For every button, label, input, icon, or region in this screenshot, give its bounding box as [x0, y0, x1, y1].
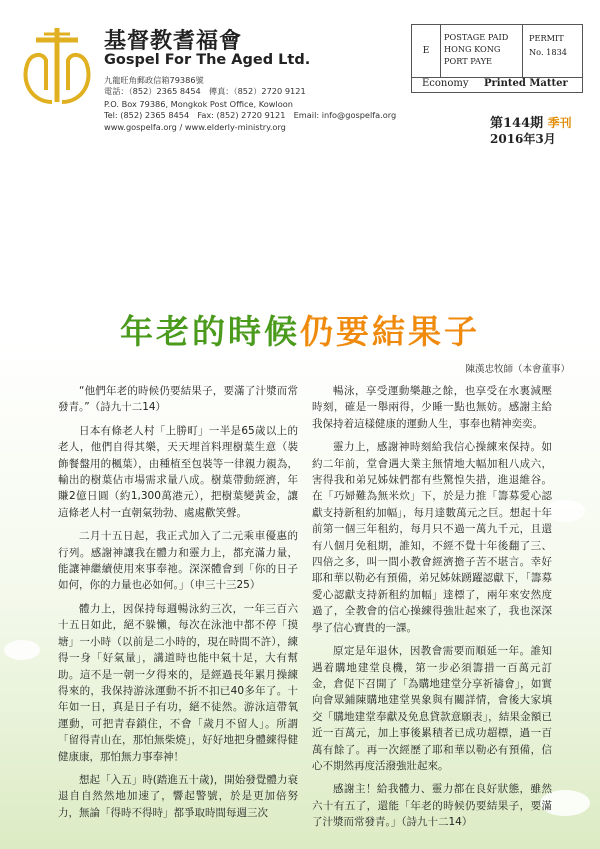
org-name-en: Gospel For The Aged Ltd.	[104, 52, 311, 68]
article-paragraph: “他們年老的時候仍要結果子，要滿了汁漿而常發青。”（詩九十二14）	[58, 385, 298, 414]
issue-date: 2016年3月	[490, 132, 556, 146]
article-paragraph: 想起「入五」時(踏進五十歲)，開始發覺體力衰退自自然然地加速了，響起警號，於是更加倍努力，無論「得時不得時」都爭取時間每週三次	[58, 773, 298, 819]
article-column-left	[58, 383, 298, 828]
article-paragraph: 原定是年退休，因教會需要而順延一年。誰知遇着購地建堂良機，第一步必須籌措一百萬元訂金，倉促下召開了「為購地建堂分享祈禱會」，如實向會眾鋪陳購地建堂異象與有關詳情，會後大家填交「購地建堂奉獻及免息貸款意願表」，結果金額已近一百萬元，加上事後累積者已成功超標，過一百萬有餘了。再一次經歷了耶和華以勒必有預備，信心不期然再度活潑強壯起來。	[312, 645, 552, 772]
article-column-right	[312, 383, 552, 838]
address-line: P.O. Box 79386, Mongkok Post Office, Kowloon	[104, 99, 293, 109]
article-paragraph: 靈力上，感謝神時刻給我信心操練來保持。如約二年前，堂會遇大業主無情地大幅加租八成六，害得我和弟兄姊妹們都有些驚惶失措，進退維谷。在「巧婦難為無米炊」下，於是力推「籌募愛心認獻支持新租約加幅」，每月達數萬元之巨。想起十年前第一個三年租約，每月只不過一萬九千元，且還有八個月免租期，誰知，不經不覺十年後翻了三、四倍之多，叫一間小教會經濟擔子苦不堪言。幸好耶和華以勒必有預備，弟兄姊妹踴躍認獻下，「籌募愛心認獻支持新租約加幅」達標了，兩年來安然度過了，全教會的信心操練得強壯起來了，我也深深學了信心寶貴的一課。	[312, 441, 552, 634]
permit-number: No. 1834	[529, 47, 567, 57]
address-line: 電話：（852）2365 8454 傳真：（852）2720 9121	[104, 86, 306, 96]
org-name-zh: 基督教耆福會	[104, 29, 243, 54]
article-title-green: 年老的時候	[120, 312, 300, 351]
address-line: www.gospelfa.org / www.elderly-ministry.org	[104, 122, 286, 132]
article-title-orange: 仍要結果子	[300, 312, 480, 351]
address-line: 九龍旺角郵政信箱79386號	[104, 75, 204, 85]
article-title	[0, 306, 600, 353]
article-paragraph: 體力上，因保持每週暢泳約三次，一年三百六十五日如此，絕不躲懶，每次在泳池中都不停「摸塘」一小時（以前是二小時的，現在時間不許），練得一身「好氣量」，講道時也能中氣十足，大有幫助。這不是一朝一夕得來的，是經過長年累月操練得來的，我保持游泳運動不折不扣已40多年了。十年如一日，真是日子有功，絕不徒然。游泳這帶氧運動，可把青春鎖住，不會「歲月不留人」。所謂「留得青山在，那怕無柴燒」，好好地把身體練得健健康康，那怕無力事奉神！	[58, 602, 298, 763]
postage-class-cell: E	[412, 25, 441, 77]
printed-matter-label: Printed Matter	[484, 78, 568, 89]
article-paragraph: 日本有條老人村「上勝町」一半是65歲以上的老人，他們自得其樂，天天埋首料理樹葉生意（裝飾餐盤用的楓葉），由種植至包裝等一律親力親為，輸出的樹葉佔市場需求量八成。樹葉帶動經濟，年賺2億日圓（約1,300萬港元），把樹葉變黃金，讓這條老人村一直朝氣勃勃、處處歡笑聲。	[58, 424, 298, 519]
article-paragraph: 感謝主！給我體力、靈力都在良好狀態，雖然六十有五了，還能「年老的時候仍要結果子，要滿了汁漿而常發青。」（詩九十二14）	[312, 783, 552, 829]
postage-paid-text: POSTAGE PAID HONG KONG PORT PAYE	[444, 32, 509, 66]
cross-logo-icon	[18, 22, 96, 108]
economy-label: Economy	[422, 78, 469, 89]
quarterly-label: 季刊	[547, 116, 572, 130]
postage-paid-box	[411, 24, 583, 78]
permit-label: PERMIT	[529, 33, 564, 43]
newsletter-header	[0, 0, 600, 160]
address-line: Tel: (852) 2365 8454 Fax: (852) 2720 9121 Email: info@gospelfa.org	[104, 110, 397, 120]
article-paragraph: 暢泳，享受運動樂趣之餘，也享受在水裏減壓時刻，確是一舉兩得，少睡一點也無妨。感謝主給我保持着這樣健康的運動人生，事奉也精神奕奕。	[312, 385, 552, 430]
article-author: 陳漢忠牧師（本會董事）	[465, 364, 570, 375]
decorative-petal	[4, 640, 40, 660]
economy-printed-matter	[411, 76, 583, 93]
issue-number: 第144期 季刊	[490, 116, 572, 131]
permit-cell	[522, 25, 583, 77]
article-paragraph: 二月十五日起，我正式加入了二元乘車優惠的行列。感謝神讓我在體力和靈力上，都充滿力量，能讓神繼續使用來事奉祂。深深體會到「你的日子如何，你的力量也必如何。」（申三十三25）	[58, 530, 298, 592]
